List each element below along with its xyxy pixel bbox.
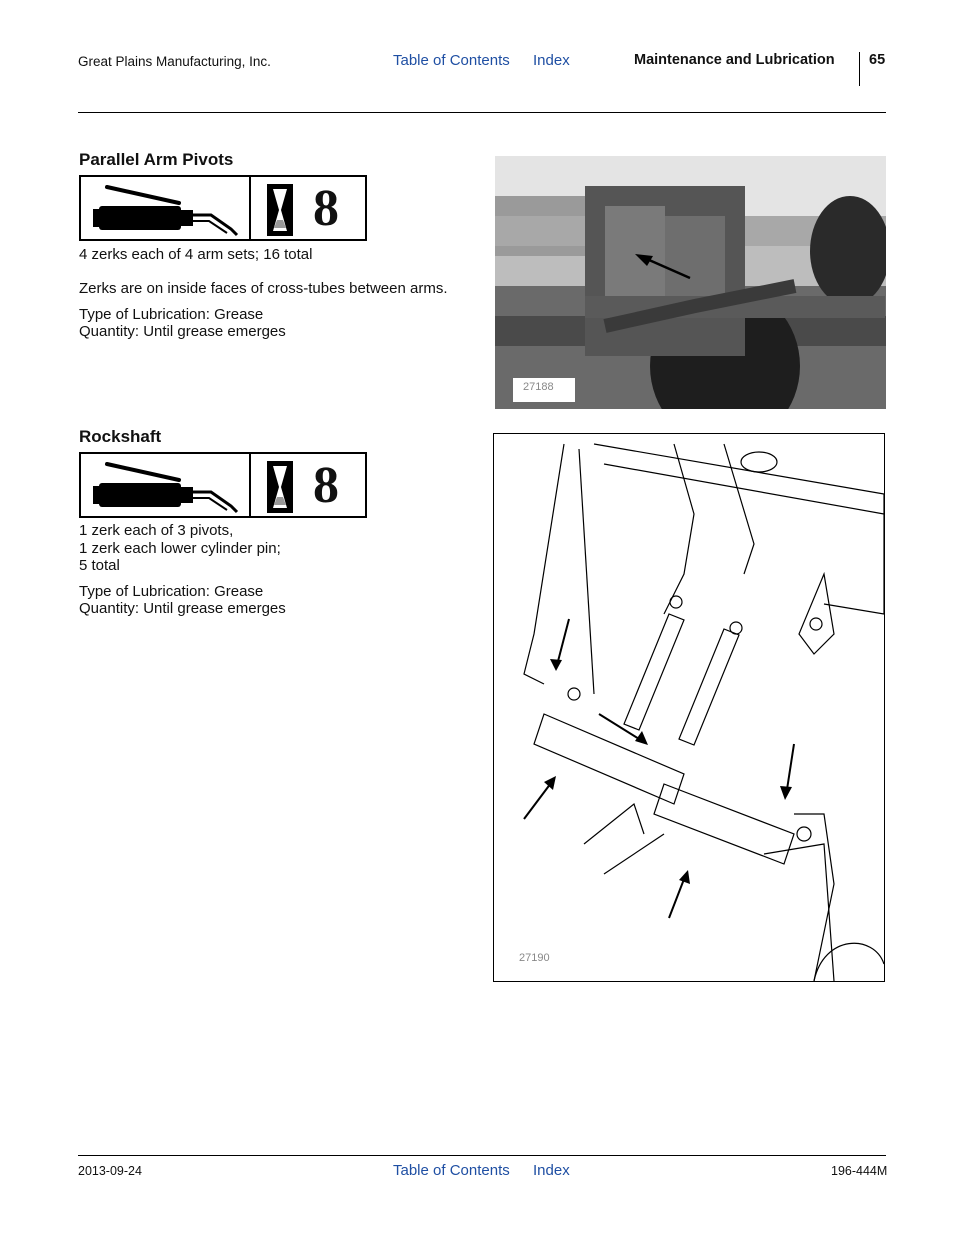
section-title-parallel-arm-pivots: Parallel Arm Pivots	[79, 150, 234, 169]
company-name: Great Plains Manufacturing, Inc.	[78, 54, 271, 69]
lubrication-type: Type of Lubrication: Grease	[79, 583, 264, 600]
interval-cell	[251, 454, 365, 516]
interval-hours: 8	[313, 457, 339, 514]
zerk-count-line-2: 1 zerk each lower cylinder pin;	[79, 540, 281, 557]
rockshaft-line-drawing	[494, 434, 884, 981]
footer-date: 2013-09-24	[78, 1164, 142, 1178]
interval-hours: 8	[313, 180, 339, 237]
footer-index-link[interactable]: Index	[533, 1162, 570, 1179]
section-header: Maintenance and Lubrication	[634, 52, 835, 68]
rockshaft-diagram	[493, 433, 885, 982]
section-title-rockshaft: Rockshaft	[79, 427, 162, 446]
grease-gun-cell	[81, 454, 251, 516]
lube-symbol-box	[79, 175, 367, 241]
lubrication-type: Type of Lubrication: Grease	[79, 306, 264, 323]
doc-number: 196-444M	[831, 1164, 888, 1178]
interval-cell	[251, 177, 365, 239]
footer-table-of-contents-link[interactable]: Table of Contents	[393, 1162, 510, 1179]
zerk-location-note: Zerks are on inside faces of cross-tubes between arms.	[79, 280, 448, 297]
header-divider	[859, 52, 860, 86]
lubrication-quantity: Quantity: Until grease emerges	[79, 600, 286, 617]
lubrication-quantity: Quantity: Until grease emerges	[79, 323, 286, 340]
table-of-contents-link[interactable]: Table of Contents	[393, 52, 510, 69]
grease-gun-icon	[81, 454, 247, 516]
parallel-arm-photo	[495, 156, 886, 409]
photo-illustration	[495, 156, 886, 409]
grease-gun-cell	[81, 177, 251, 239]
footer-rule	[78, 1155, 886, 1156]
zerk-count-line-1: 1 zerk each of 3 pivots,	[79, 522, 234, 539]
zerk-count-note: 4 zerks each of 4 arm sets; 16 total	[79, 246, 313, 263]
figure-number: 27188	[523, 381, 554, 393]
figure-number: 27190	[519, 952, 550, 964]
lube-symbol-box	[79, 452, 367, 518]
header-rule	[78, 112, 886, 113]
page-number: 65	[869, 52, 886, 68]
hourglass-icon	[265, 457, 305, 517]
hourglass-icon	[265, 180, 305, 240]
grease-gun-icon	[81, 177, 247, 239]
index-link[interactable]: Index	[533, 52, 570, 69]
zerk-count-line-3: 5 total	[79, 557, 120, 574]
